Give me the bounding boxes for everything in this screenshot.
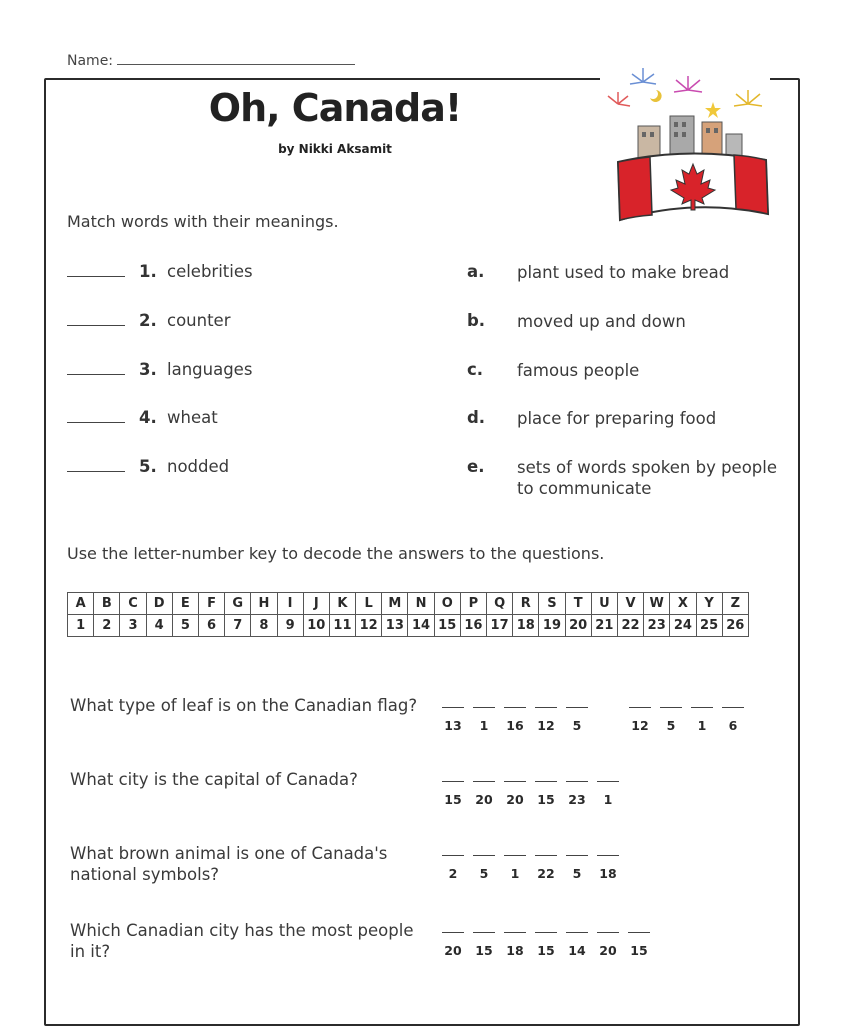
answer-blank-line[interactable] (566, 855, 588, 856)
answer-letter-slot[interactable] (535, 846, 557, 881)
decode-question: What city is the capital of Canada? (70, 770, 358, 789)
key-number-cell: 14 (408, 615, 434, 637)
key-number-cell: 22 (617, 615, 643, 637)
key-letter-cell: Y (696, 593, 722, 615)
star-icon (705, 102, 721, 118)
answer-letter-slot[interactable] (442, 923, 464, 958)
answer-blank-line[interactable] (628, 932, 650, 933)
key-number-cell: 5 (172, 615, 198, 637)
vocabulary-word: celebrities (167, 262, 253, 281)
definition-letter: c. (467, 360, 484, 379)
key-number-cell: 25 (696, 615, 722, 637)
definition-letter: a. (467, 262, 485, 281)
answer-letter-slot[interactable] (504, 923, 526, 958)
code-number: 5 (479, 866, 489, 881)
vocabulary-word: counter (167, 311, 231, 330)
key-letter-cell: L (356, 593, 382, 615)
answer-blank-line[interactable] (67, 374, 125, 375)
answer-blank-line[interactable] (597, 781, 619, 782)
answer-blank-line[interactable] (473, 781, 495, 782)
name-field[interactable] (67, 52, 355, 69)
decode-instruction: Use the letter-number key to decode the answers to the questions. (67, 544, 605, 563)
answer-letter-slot[interactable] (473, 698, 495, 733)
vocabulary-word: nodded (167, 457, 230, 476)
matching-instruction: Match words with their meanings. (67, 212, 339, 231)
key-number-cell: 2 (94, 615, 120, 637)
key-number-cell: 23 (644, 615, 670, 637)
answer-letter-slot[interactable] (504, 698, 526, 733)
answer-letter-slot[interactable] (504, 772, 526, 807)
answer-blank-line[interactable] (660, 707, 682, 708)
answer-letter-slot[interactable] (566, 923, 588, 958)
key-letter-cell: O (434, 593, 460, 615)
code-number: 15 (537, 943, 555, 958)
code-number: 2 (448, 866, 458, 881)
code-number: 22 (537, 866, 555, 881)
name-blank-line[interactable] (117, 52, 355, 65)
answer-blank-line[interactable] (67, 325, 125, 326)
answer-letter-slot[interactable] (660, 698, 682, 733)
key-number-cell: 6 (198, 615, 224, 637)
definition-text: place for preparing food (517, 409, 717, 428)
code-number: 20 (444, 943, 462, 958)
item-number: 1. (139, 262, 157, 281)
answer-blank-line[interactable] (629, 707, 651, 708)
definition-letter: d. (467, 408, 486, 427)
canada-flag-fireworks-illustration (598, 64, 778, 234)
key-letter-cell: T (565, 593, 591, 615)
answer-blank-line[interactable] (504, 932, 526, 933)
code-number: 5 (666, 718, 676, 733)
definition-letter: e. (467, 457, 485, 476)
definition-letter: b. (467, 311, 486, 330)
answer-letter-slot[interactable] (597, 923, 619, 958)
item-number: 3. (139, 360, 157, 379)
key-number-cell: 1 (68, 615, 94, 637)
canada-flag-icon (618, 153, 768, 220)
answer-letter-slot[interactable] (442, 772, 464, 807)
code-number: 15 (475, 943, 493, 958)
key-number-cell: 19 (539, 615, 565, 637)
key-letter-cell: H (251, 593, 277, 615)
answer-blank-line[interactable] (442, 855, 464, 856)
key-number-cell: 15 (434, 615, 460, 637)
key-number-cell: 11 (329, 615, 355, 637)
answer-letter-slot[interactable] (535, 698, 557, 733)
key-number-cell: 12 (356, 615, 382, 637)
answer-blank-line[interactable] (566, 707, 588, 708)
key-letter-cell: E (172, 593, 198, 615)
key-number-cell: 17 (487, 615, 513, 637)
key-letter-cell: Q (487, 593, 513, 615)
answer-letter-slot[interactable] (628, 923, 650, 958)
code-number: 18 (506, 943, 524, 958)
answer-blank-line[interactable] (67, 471, 125, 472)
item-number: 5. (139, 457, 157, 476)
definition-text: plant used to make bread (517, 263, 730, 282)
key-letter-cell: J (303, 593, 329, 615)
key-letter-cell: M (382, 593, 408, 615)
answer-blank-line[interactable] (442, 707, 464, 708)
fireworks-icon (608, 68, 762, 106)
letter-number-key-table (67, 592, 749, 637)
author-byline: by Nikki Aksamit (278, 142, 392, 156)
key-number-cell: 4 (146, 615, 172, 637)
answer-blank-line[interactable] (535, 855, 557, 856)
key-number-cell: 26 (722, 615, 748, 637)
key-number-cell: 10 (303, 615, 329, 637)
key-letter-cell: Z (722, 593, 748, 615)
key-number-cell: 9 (277, 615, 303, 637)
name-label: Name: (67, 53, 114, 69)
key-letter-cell: W (644, 593, 670, 615)
answer-blank-line[interactable] (722, 707, 744, 708)
key-letter-cell: X (670, 593, 696, 615)
key-letter-cell: A (68, 593, 94, 615)
key-letter-cell: F (198, 593, 224, 615)
key-number-cell: 8 (251, 615, 277, 637)
answer-letter-slot[interactable] (691, 698, 713, 733)
key-number-cell: 7 (225, 615, 251, 637)
answer-blank-line[interactable] (597, 855, 619, 856)
code-number: 15 (444, 792, 462, 807)
key-letter-cell: G (225, 593, 251, 615)
answer-blank-line[interactable] (473, 932, 495, 933)
definition-text: sets of words spoken by people to communicate (517, 458, 778, 498)
answer-blank-line[interactable] (504, 781, 526, 782)
decode-question: Which Canadian city has the most people in it? (70, 921, 414, 961)
answer-blank-line[interactable] (473, 707, 495, 708)
key-letter-cell: S (539, 593, 565, 615)
answer-blank-line[interactable] (442, 781, 464, 782)
key-letter-cell: R (513, 593, 539, 615)
item-number: 2. (139, 311, 157, 330)
key-letter-cell: V (617, 593, 643, 615)
key-letter-cell: I (277, 593, 303, 615)
answer-blank-line[interactable] (504, 855, 526, 856)
code-number: 20 (475, 792, 493, 807)
answer-blank-line[interactable] (566, 781, 588, 782)
answer-blank-line[interactable] (691, 707, 713, 708)
moon-icon (650, 90, 662, 102)
key-letter-cell: P (460, 593, 486, 615)
code-number: 12 (537, 718, 555, 733)
code-number: 1 (603, 792, 613, 807)
answer-blank-line[interactable] (535, 707, 557, 708)
code-number: 14 (568, 943, 586, 958)
answer-blank-line[interactable] (504, 707, 526, 708)
code-number: 18 (599, 866, 617, 881)
answer-letter-slot[interactable] (566, 846, 588, 881)
key-letters-row (68, 593, 749, 615)
key-number-cell: 16 (460, 615, 486, 637)
code-number: 5 (572, 718, 582, 733)
key-letter-cell: U (591, 593, 617, 615)
code-number: 1 (697, 718, 707, 733)
code-number: 1 (510, 866, 520, 881)
key-letter-cell: D (146, 593, 172, 615)
code-number: 12 (631, 718, 649, 733)
code-number: 13 (444, 718, 462, 733)
code-number: 1 (479, 718, 489, 733)
answer-blank-line[interactable] (67, 276, 125, 277)
definition-text: famous people (517, 361, 640, 380)
answer-letter-slot[interactable] (473, 923, 495, 958)
key-number-cell: 3 (120, 615, 146, 637)
code-number: 5 (572, 866, 582, 881)
answer-blank-line[interactable] (473, 855, 495, 856)
answer-letter-slot[interactable] (442, 698, 464, 733)
code-number: 20 (599, 943, 617, 958)
answer-letter-slot[interactable] (473, 846, 495, 881)
key-number-cell: 13 (382, 615, 408, 637)
answer-letter-slot[interactable] (535, 923, 557, 958)
decode-question: What type of leaf is on the Canadian flag? (70, 696, 418, 715)
code-number: 20 (506, 792, 524, 807)
worksheet-title: Oh, Canada! (208, 86, 462, 130)
answer-letter-slot[interactable] (473, 772, 495, 807)
key-letter-cell: N (408, 593, 434, 615)
key-number-cell: 18 (513, 615, 539, 637)
answer-blank-line[interactable] (597, 932, 619, 933)
answer-letter-slot[interactable] (504, 846, 526, 881)
code-number: 16 (506, 718, 524, 733)
code-number: 6 (728, 718, 738, 733)
answer-letter-slot[interactable] (442, 846, 464, 881)
key-numbers-row (68, 615, 749, 637)
answer-blank-line[interactable] (67, 422, 125, 423)
key-letter-cell: K (329, 593, 355, 615)
answer-blank-line[interactable] (442, 932, 464, 933)
answer-blank-line[interactable] (535, 781, 557, 782)
key-number-cell: 24 (670, 615, 696, 637)
code-number: 15 (630, 943, 648, 958)
key-letter-cell: C (120, 593, 146, 615)
answer-letter-slot[interactable] (566, 698, 588, 733)
answer-blank-line[interactable] (535, 932, 557, 933)
key-number-cell: 20 (565, 615, 591, 637)
code-number: 23 (568, 792, 586, 807)
answer-letter-slot[interactable] (597, 772, 619, 807)
answer-letter-slot[interactable] (566, 772, 588, 807)
definition-text: moved up and down (517, 312, 686, 331)
key-letter-cell: B (94, 593, 120, 615)
key-number-cell: 21 (591, 615, 617, 637)
vocabulary-word: wheat (167, 408, 218, 427)
answer-letter-slot[interactable] (535, 772, 557, 807)
code-number: 15 (537, 792, 555, 807)
item-number: 4. (139, 408, 157, 427)
answer-letter-slot[interactable] (722, 698, 744, 733)
answer-blank-line[interactable] (566, 932, 588, 933)
answer-letter-slot[interactable] (597, 846, 619, 881)
vocabulary-word: languages (167, 360, 253, 379)
answer-letter-slot[interactable] (629, 698, 651, 733)
decode-question: What brown animal is one of Canada's national symbols? (70, 844, 388, 884)
